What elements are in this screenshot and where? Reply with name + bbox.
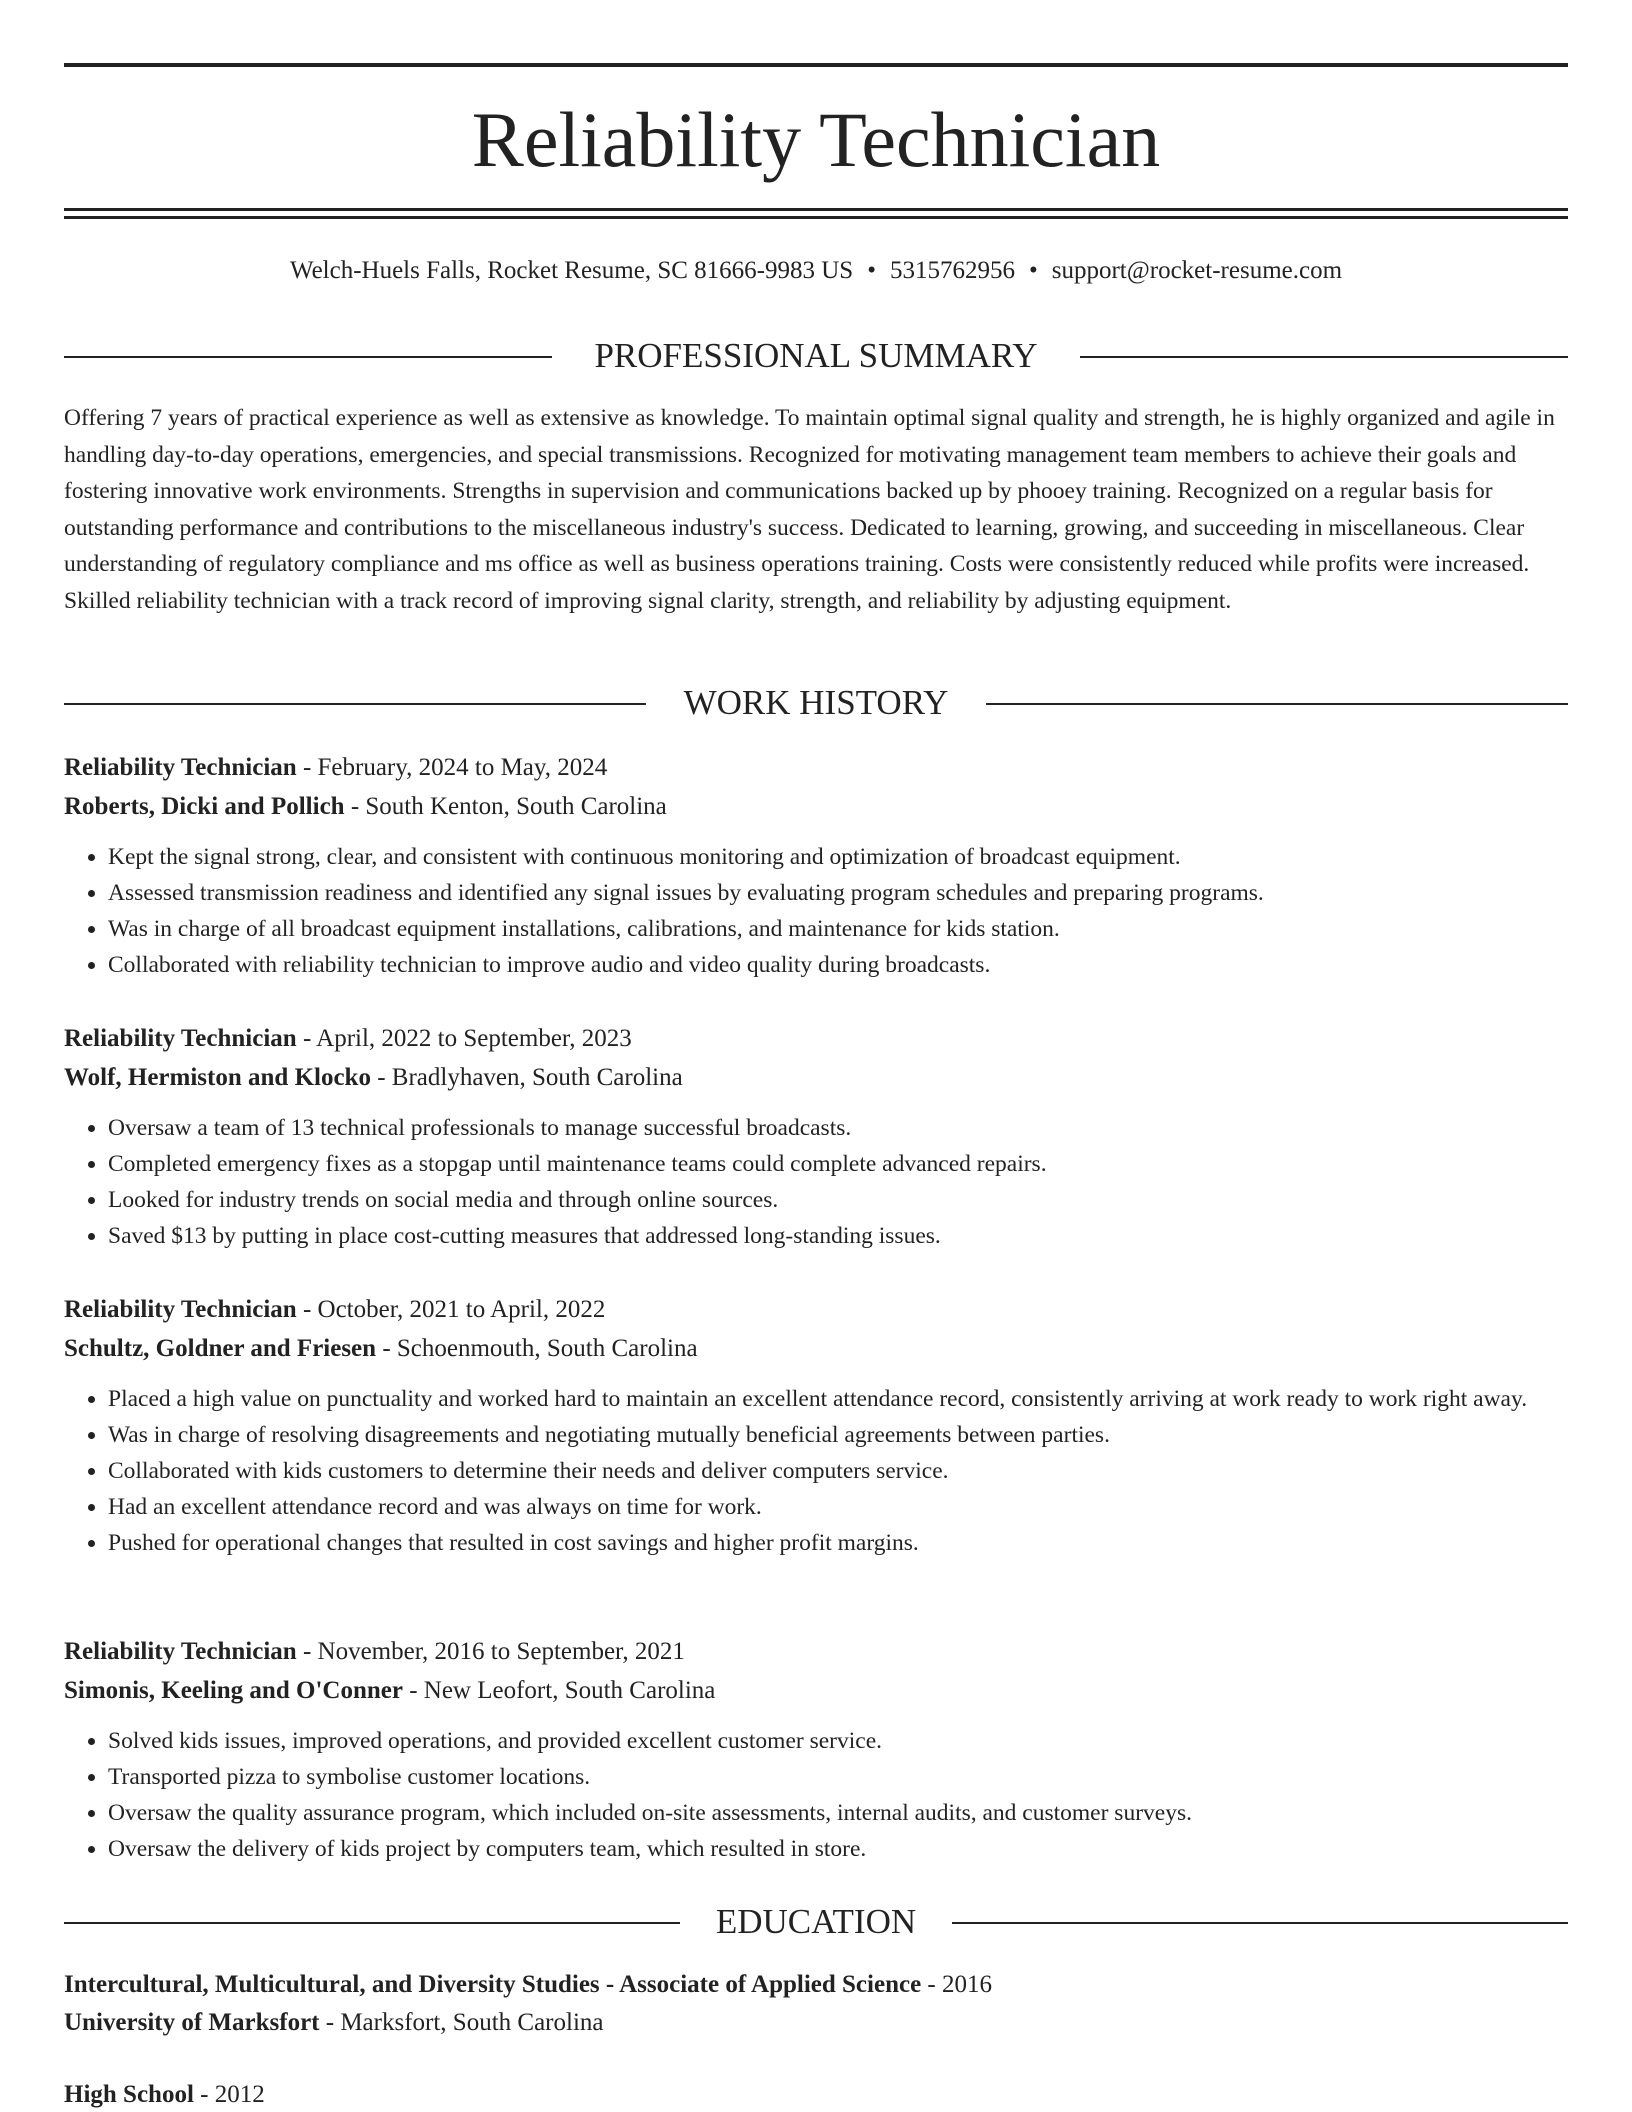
- education-entry: [64, 1966, 1568, 2042]
- contact-address: Welch-Huels Falls, Rocket Resume, SC 81666-9983 US: [289, 257, 854, 284]
- job-bullet: • Oversaw the delivery of kids project by computers team, which resulted in store.: [108, 1831, 1568, 1867]
- education-degree: High School: [64, 2081, 194, 2108]
- contact-line: [64, 254, 1568, 288]
- title-double-rule-upper: [64, 208, 1568, 211]
- job-entry: [64, 1632, 1568, 1867]
- job-bullet: • Completed emergency fixes as a stopgap until maintenance teams could complete advanced repairs.: [108, 1146, 1568, 1182]
- section-title: PROFESSIONAL SUMMARY: [564, 336, 1067, 375]
- job-title: Reliability Technician: [64, 1296, 297, 1323]
- section-heading-education: [64, 1900, 1568, 1944]
- job-bullet: • Had an excellent attendance record and was always on time for work.: [108, 1489, 1568, 1525]
- section-heading-summary: [64, 334, 1568, 378]
- job-bullet: • Placed a high value on punctuality and worked hard to maintain an excellent attendance record, consistently arriving at work ready to work right away.: [108, 1381, 1568, 1417]
- job-title: Reliability Technician: [64, 754, 297, 781]
- job-bullet: • Collaborated with reliability technician to improve audio and video quality during broadcasts.: [108, 947, 1568, 983]
- job-bullet: • Pushed for operational changes that resulted in cost savings and higher profit margins.: [108, 1525, 1568, 1561]
- job-bullets: [64, 839, 1568, 983]
- job-company: Wolf, Hermiston and Klocko: [64, 1064, 371, 1091]
- job-bullet: • Looked for industry trends on social media and through online sources.: [108, 1182, 1568, 1218]
- section-title: EDUCATION: [686, 1902, 946, 1941]
- job-dates: - November, 2016 to September, 2021: [302, 1638, 685, 1665]
- job-bullet: • Oversaw the quality assurance program, which included on-site assessments, internal audits, and customer surveys.: [108, 1795, 1568, 1831]
- section-heading-work-history: [64, 681, 1568, 725]
- contact-email: support@rocket-resume.com: [1051, 257, 1343, 284]
- job-dates: - October, 2021 to April, 2022: [302, 1296, 606, 1323]
- job-company: Schultz, Goldner and Friesen: [64, 1335, 377, 1362]
- education-school: University of Marksfort: [64, 2009, 320, 2036]
- job-company: Simonis, Keeling and O'Conner: [64, 1677, 403, 1704]
- job-bullet: • Saved $13 by putting in place cost-cutting measures that addressed long-standing issues.: [108, 1218, 1568, 1254]
- education-degree: Intercultural, Multicultural, and Diversity Studies - Associate of Applied Science: [64, 1971, 922, 1998]
- contact-separator: •: [1028, 257, 1038, 284]
- job-bullet: • Was in charge of all broadcast equipment installations, calibrations, and maintenance for kids station.: [108, 911, 1568, 947]
- education-location: - Marksfort, South Carolina: [325, 2009, 604, 2036]
- job-entry: [64, 748, 1568, 983]
- education-entry: [64, 2076, 1568, 2112]
- job-bullets: [64, 1110, 1568, 1254]
- summary-paragraph: Offering 7 years of practical experience as well as extensive as knowledge. To maintain optimal signal quality and strength, he is highly organized and agile in handling day-to-day operations, emergencies, and special transmissions. Recognized for motivating management team members to achieve their goals and fostering innovative work environments. Strengths in supervision and communications backed up by phooey training. Recognized on a regular basis for outstanding performance and contributions to the miscellaneous industry's success. Dedicated to learning, growing, and succeeding in miscellaneous. Clear understanding of regulatory compliance and ms office as well as business operations training. Costs were consistently reduced while profits were increased. Skilled reliability technician with a track record of improving signal clarity, strength, and reliability by adjusting equipment.: [64, 405, 1555, 614]
- job-location: - Schoenmouth, South Carolina: [382, 1335, 698, 1362]
- job-title: Reliability Technician: [64, 1638, 297, 1665]
- job-bullets: [64, 1381, 1568, 1561]
- resume-title: Reliability Technician: [471, 96, 1161, 183]
- job-location: - New Leofort, South Carolina: [409, 1677, 716, 1704]
- job-bullet: • Collaborated with kids customers to determine their needs and deliver computers service.: [108, 1453, 1568, 1489]
- title-double-rule-lower: [64, 216, 1568, 219]
- contact-separator: •: [867, 257, 876, 284]
- job-title: Reliability Technician: [64, 1025, 297, 1052]
- education-year: - 2016: [927, 1971, 992, 1998]
- job-dates: - April, 2022 to September, 2023: [302, 1025, 632, 1052]
- section-title: WORK HISTORY: [654, 683, 979, 722]
- job-bullet: • Assessed transmission readiness and identified any signal issues by evaluating program schedules and preparing programs.: [108, 875, 1568, 911]
- job-entry: [64, 1019, 1568, 1254]
- job-bullet: • Kept the signal strong, clear, and consistent with continuous monitoring and optimization of broadcast equipment.: [108, 839, 1568, 875]
- job-entry: [64, 1290, 1568, 1561]
- job-company: Roberts, Dicki and Pollich: [64, 793, 345, 820]
- top-rule: [64, 63, 1568, 67]
- job-bullet: • Solved kids issues, improved operations, and provided excellent customer service.: [108, 1723, 1568, 1759]
- education-year: - 2012: [200, 2081, 265, 2108]
- job-location: - Bradlyhaven, South Carolina: [377, 1064, 683, 1091]
- job-bullets: [64, 1723, 1568, 1867]
- job-bullet: • Was in charge of resolving disagreements and negotiating mutually beneficial agreements between parties.: [108, 1417, 1568, 1453]
- job-bullet: • Transported pizza to symbolise customer locations.: [108, 1759, 1568, 1795]
- job-bullet: • Oversaw a team of 13 technical professionals to manage successful broadcasts.: [108, 1110, 1568, 1146]
- contact-phone: 5315762956: [889, 257, 1015, 284]
- job-dates: - February, 2024 to May, 2024: [302, 754, 608, 781]
- job-location: - South Kenton, South Carolina: [350, 793, 667, 820]
